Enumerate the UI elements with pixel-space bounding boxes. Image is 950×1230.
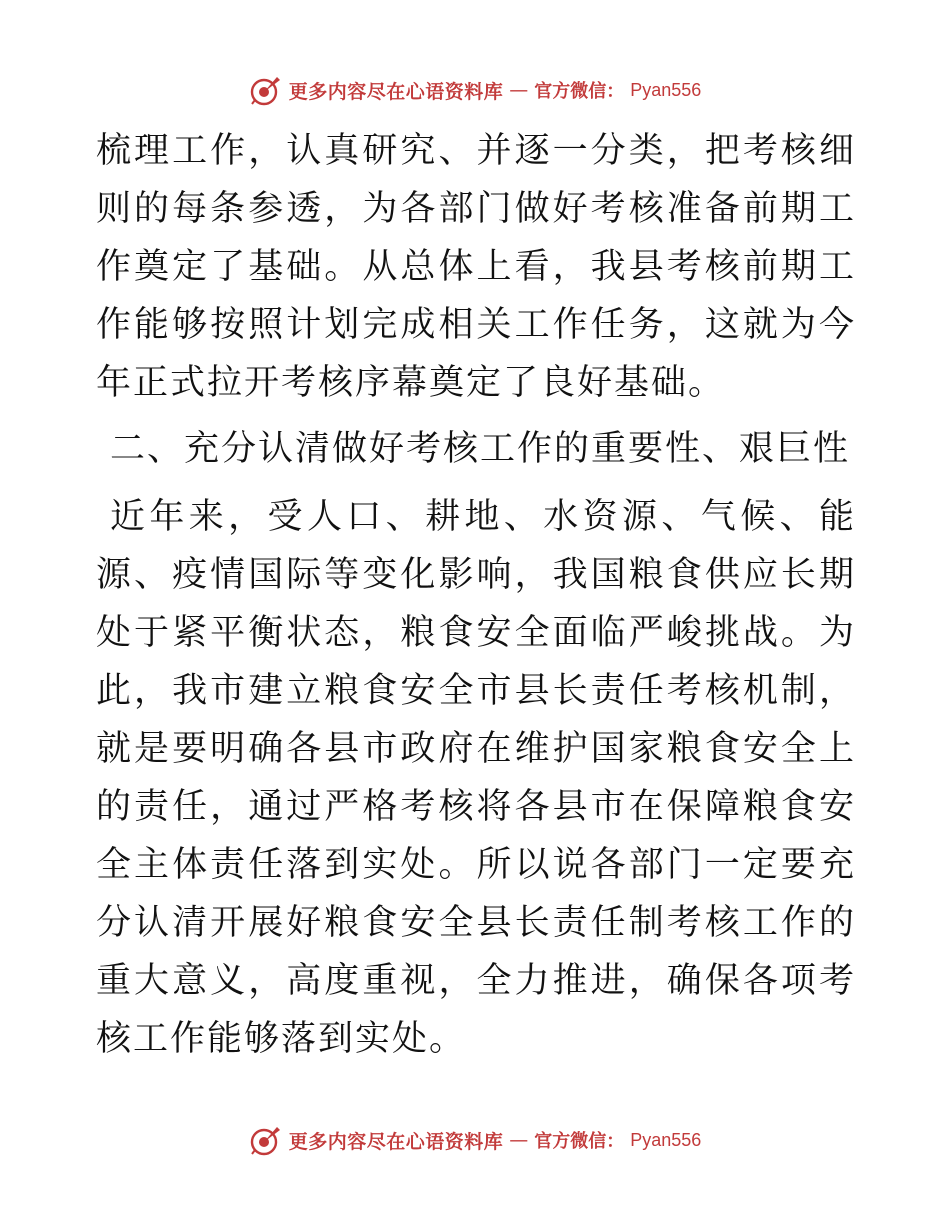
header-banner-wechat: Pyan556 bbox=[630, 79, 702, 100]
header-banner-sub: 官方微信： bbox=[534, 81, 625, 102]
pen-nib-logo-icon bbox=[249, 73, 283, 107]
pen-nib-logo-icon bbox=[249, 1123, 283, 1157]
header-banner-dash: — bbox=[509, 79, 529, 101]
header-banner bbox=[0, 70, 950, 110]
footer-banner-dash: — bbox=[509, 1129, 529, 1151]
paragraph-2: 近年来，受人口、耕地、水资源、气候、能源、疫情国际等变化影响，我国粮食供应长期处于紧平衡状态，粮食安全面临严峻挑战。为此，我市建立粮食安全市县长责任考核机制，就是要明确各县市政府在维护国家粮食安全上的责任，通过严格考核将各县市在保障粮食安全主体责任落到实处。所以说各部门一定要充分认清开展好粮食安全县长责任制考核工作的重大意义，高度重视，全力推进，确保各项考核工作能够落到实处。 bbox=[96, 497, 856, 1059]
document-body bbox=[96, 122, 856, 1068]
footer-banner-wechat: Pyan556 bbox=[630, 1129, 702, 1150]
paragraph-1: 梳理工作，认真研究、并逐一分类，把考核细则的每条参透，为各部门做好考核准备前期工作奠定了基础。从总体上看，我县考核前期工作能够按照计划完成相关工作任务，这就为今年正式拉开考核序幕奠定了良好基础。 bbox=[96, 131, 856, 403]
footer-banner-text: 更多内容尽在心语资料库 bbox=[288, 1130, 504, 1153]
section-heading-2: 二、充分认清做好考核工作的重要性、艰巨性 bbox=[110, 429, 851, 469]
header-banner-text: 更多内容尽在心语资料库 bbox=[288, 80, 504, 103]
footer-banner-sub: 官方微信： bbox=[534, 1131, 625, 1152]
footer-banner bbox=[0, 1120, 950, 1160]
